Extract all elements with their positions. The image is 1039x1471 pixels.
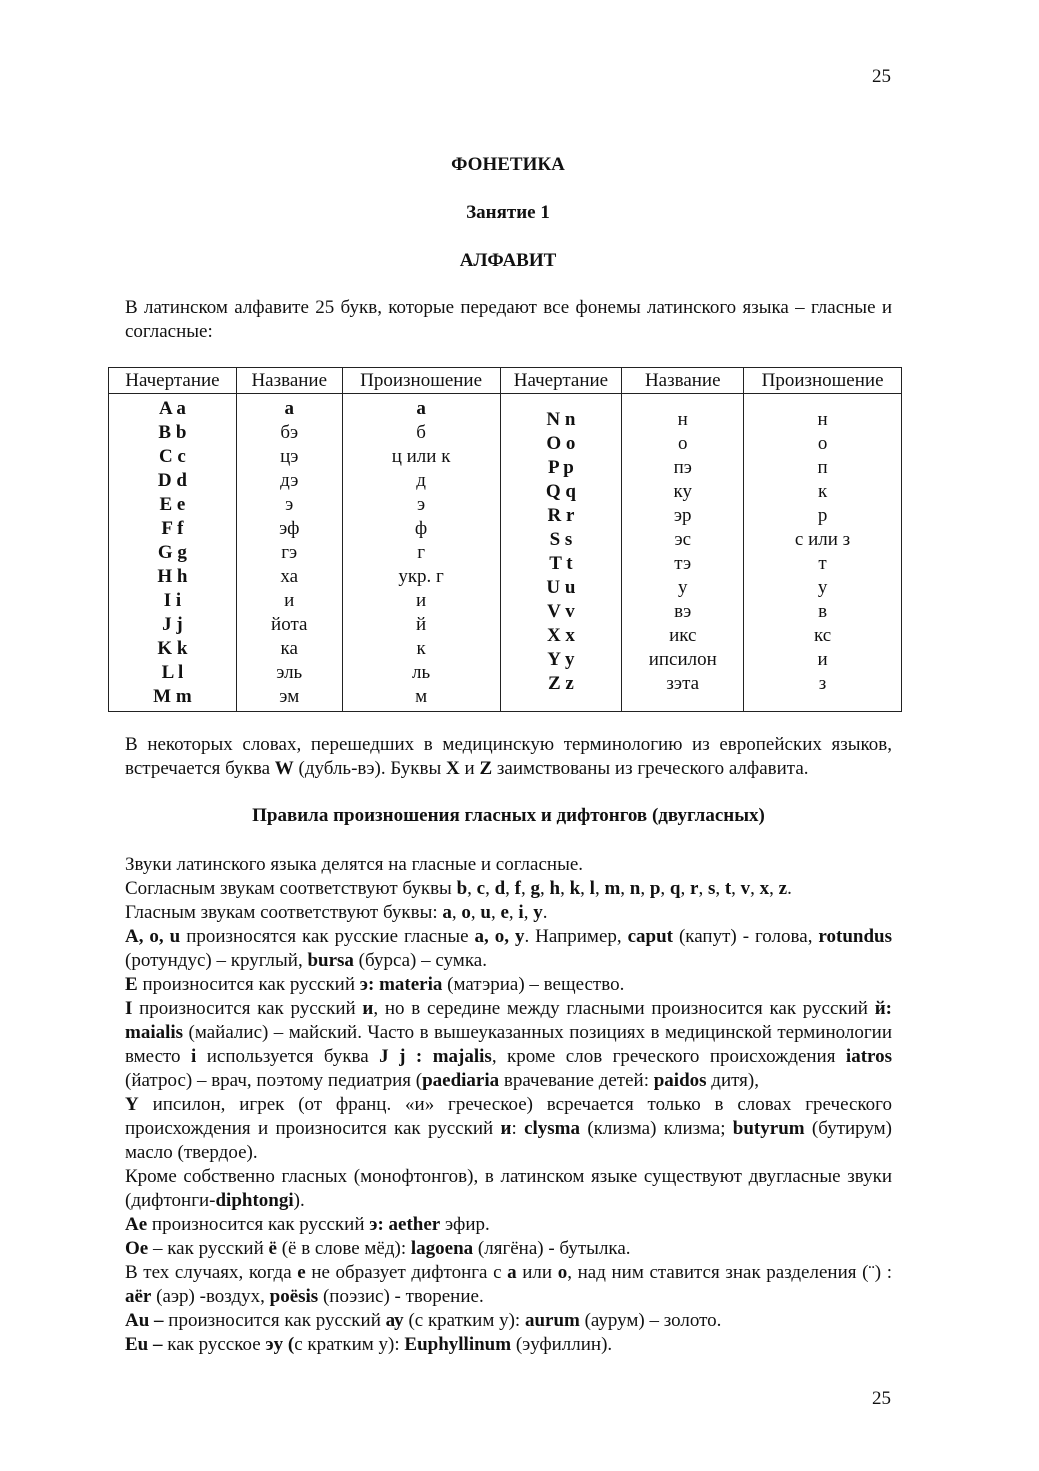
letter-name-cell: эр xyxy=(673,505,692,526)
bold-term: d xyxy=(494,878,506,899)
bold-term: p xyxy=(649,878,661,899)
text-run: , xyxy=(769,878,779,899)
letter-name-cell: э xyxy=(285,494,294,515)
letter-name-cell: и xyxy=(284,590,295,611)
letter-cell: E e xyxy=(159,494,186,515)
letter-cell: L l xyxy=(161,662,184,683)
letter-cell: D d xyxy=(157,470,187,491)
bold-term: Z xyxy=(479,758,493,779)
letter-cell: P p xyxy=(547,457,574,478)
letter-name-cell: а xyxy=(284,398,294,419)
letter-cell: A a xyxy=(158,398,186,419)
text-run: , xyxy=(640,878,650,899)
text-run: (капут) - голова, xyxy=(673,926,819,947)
text-line xyxy=(125,925,892,973)
text-run: . Например, xyxy=(524,926,628,947)
pronunciation-cell: к xyxy=(416,638,426,659)
bold-term: и xyxy=(500,1118,512,1139)
text-run: (дубль-вэ). Буквы xyxy=(293,758,447,779)
pronunciation-cell: д xyxy=(416,470,426,491)
rules-heading: Правила произношения гласных и дифтонгов (двугласных) xyxy=(252,805,765,826)
text-run: , xyxy=(451,902,462,923)
pronunciation-cell: ц или к xyxy=(391,446,451,467)
bold-term: aër xyxy=(125,1286,152,1307)
letter-name-cell: у xyxy=(677,577,688,598)
text-run: , xyxy=(508,902,519,923)
text-run: (с кратким у): xyxy=(403,1310,525,1331)
text-run: , xyxy=(594,878,605,899)
letter-cell: G g xyxy=(157,542,187,563)
bold-term: diphtongi xyxy=(215,1190,294,1211)
bold-term: Y xyxy=(125,1094,139,1115)
letter-cell: U u xyxy=(546,577,576,598)
bold-term: rotundus xyxy=(818,926,893,947)
letter-name-cell: о xyxy=(677,433,688,454)
letter-name-cell: эф xyxy=(279,518,300,539)
text-run: произносятся как русские гласные xyxy=(180,926,475,947)
letter-name-cell: эм xyxy=(279,686,300,707)
pronunciation-cell: с или з xyxy=(794,529,851,550)
letter-cell: K k xyxy=(157,638,188,659)
pronunciation-cell: кс xyxy=(813,625,832,646)
text-run: , xyxy=(560,878,570,899)
text-run: , xyxy=(470,902,481,923)
bold-term: Ae xyxy=(125,1214,148,1235)
letter-cell: O o xyxy=(546,433,576,454)
bold-term: u xyxy=(480,902,491,923)
bold-term: k xyxy=(569,878,581,899)
bold-term: Oe xyxy=(125,1238,149,1259)
pronunciation-cell: э xyxy=(417,494,426,515)
letter-name-cell: н xyxy=(677,409,688,430)
letter-cell: Q q xyxy=(545,481,576,502)
text-line xyxy=(125,877,892,901)
text-line xyxy=(125,973,892,997)
pronunciation-cell: т xyxy=(818,553,827,574)
bold-term: Euphyllinum xyxy=(404,1334,512,1355)
text-run: , xyxy=(620,878,630,899)
bold-term: materia xyxy=(379,974,443,995)
bold-term: l xyxy=(589,878,595,899)
letter-cell: F f xyxy=(161,518,184,539)
bold-term: o xyxy=(557,1262,568,1283)
bold-term: b xyxy=(456,878,468,899)
text-run: , xyxy=(580,878,590,899)
bold-term: э: xyxy=(359,974,375,995)
bold-term: X xyxy=(446,758,460,779)
bold-term: n xyxy=(629,878,641,899)
text-run: эфир. xyxy=(440,1214,490,1235)
letter-name-cell: дэ xyxy=(280,470,299,491)
letter-cell: H h xyxy=(157,566,188,587)
letter-name-cell: йота xyxy=(271,614,308,635)
letter-cell: I i xyxy=(163,590,182,611)
pronunciation-cell: к xyxy=(817,481,828,502)
text-run: произносится как русский xyxy=(132,998,363,1019)
text-run: , xyxy=(485,878,495,899)
bold-term: paidos xyxy=(653,1070,707,1091)
page-title: ФОНЕТИКА xyxy=(451,154,565,175)
text-run: используется буква xyxy=(196,1046,380,1067)
text-run: . xyxy=(542,902,548,923)
pronunciation-cell: укр. г xyxy=(398,566,444,587)
letters-column-right xyxy=(500,394,622,712)
text-run: , xyxy=(521,878,531,899)
letter-cell: B b xyxy=(158,422,187,443)
text-run: с кратким у): xyxy=(294,1334,405,1355)
bold-term: Eu – xyxy=(125,1334,163,1355)
bold-term: clysma xyxy=(524,1118,580,1139)
rules-body xyxy=(125,853,892,1357)
bold-term: r xyxy=(690,878,699,899)
letter-cell: M m xyxy=(153,686,192,707)
text-run: произносится как русский xyxy=(147,1214,370,1235)
bold-term: q xyxy=(669,878,681,899)
table-header-row xyxy=(109,368,902,394)
letter-cell: T t xyxy=(549,553,573,574)
bold-term: ау xyxy=(385,1310,404,1331)
text-run: , xyxy=(731,878,741,899)
letter-name-cell: ипсилон xyxy=(648,649,717,670)
text-line xyxy=(125,1309,892,1333)
text-run: (аэр) -воздух, xyxy=(151,1286,270,1307)
pronunciation-cell: а xyxy=(416,398,426,419)
letter-cell: S s xyxy=(549,529,573,550)
bold-term: E xyxy=(125,974,138,995)
text-run: (бурса) – сумка. xyxy=(353,950,487,971)
column-header: Произношение xyxy=(744,368,902,394)
letter-cell: N n xyxy=(546,409,576,430)
bold-term: a xyxy=(507,1262,517,1283)
text-line xyxy=(125,1333,892,1357)
bold-term: c xyxy=(476,878,486,899)
text-run: ). xyxy=(293,1190,305,1211)
text-run: дитя), xyxy=(706,1070,760,1091)
text-run: (ротундус) – круглый, xyxy=(125,950,308,971)
text-run: , xyxy=(467,878,477,899)
text-run: : xyxy=(511,1118,525,1139)
bold-term: g xyxy=(530,878,540,899)
bold-term: bursa xyxy=(307,950,354,971)
letter-name-cell: зэта xyxy=(666,673,700,694)
text-run: , xyxy=(660,878,670,899)
bold-term: x xyxy=(759,878,770,899)
letter-name-cell: ка xyxy=(280,638,298,659)
pronunciation-cell: г xyxy=(417,542,425,563)
letter-name-cell: ку xyxy=(673,481,692,502)
letter-name-cell: тэ xyxy=(674,553,692,574)
bold-term: m xyxy=(604,878,621,899)
text-run: , xyxy=(523,902,534,923)
letter-name-cell: икс xyxy=(669,625,697,646)
bold-term: f xyxy=(514,878,521,899)
text-run: , но в середине между гласными произносится как русский xyxy=(373,998,875,1019)
bold-term: t xyxy=(724,878,732,899)
text-line xyxy=(125,901,892,925)
text-run: , xyxy=(490,902,501,923)
text-run: (бутирум) масло (твердое). xyxy=(125,1118,893,1163)
bold-term: v xyxy=(740,878,751,899)
text-run: , над ним ставится знак разделения (¨) : xyxy=(567,1262,892,1283)
text-run: (поэзис) - творение. xyxy=(318,1286,484,1307)
text-run: (аурум) – золото. xyxy=(579,1310,722,1331)
text-run: Гласным звукам соответствуют буквы: xyxy=(125,902,443,923)
text-run: , xyxy=(540,878,550,899)
letter-cell: R r xyxy=(547,505,575,526)
bold-term: а, о, у xyxy=(474,926,525,947)
after-table-paragraph xyxy=(125,733,892,781)
text-line xyxy=(125,733,892,781)
text-run: Кроме собственно гласных (монофтонгов), в латинском языке существуют двугласные звуки (дифтонги- xyxy=(125,1166,892,1211)
text-run: В тех случаях, когда xyxy=(125,1262,298,1283)
text-run: , xyxy=(698,878,708,899)
pronunciation-cell: м xyxy=(415,686,428,707)
letter-name-cell: гэ xyxy=(281,542,298,563)
letter-cell: Y y xyxy=(547,649,575,670)
bold-term: e xyxy=(500,902,509,923)
bold-term: J j : majalis xyxy=(379,1046,492,1067)
text-run: , xyxy=(715,878,725,899)
pronunciation-cell: р xyxy=(817,505,828,526)
text-run: (йатрос) – врач, поэтому педиатрия ( xyxy=(125,1070,423,1091)
text-run: ипсилон, игрек (от франц. «и» греческое) всречается только в словах греческого происхождения и произносится как русский xyxy=(125,1094,892,1139)
bold-term: h xyxy=(549,878,561,899)
column-header: Начертание xyxy=(109,368,237,394)
bold-term: I xyxy=(125,998,133,1019)
text-run: и xyxy=(459,758,480,779)
text-run: врачевание детей: xyxy=(499,1070,654,1091)
page-number-top: 25 xyxy=(872,66,891,87)
page-number-bottom: 25 xyxy=(872,1388,891,1409)
pronunciation-cell: з xyxy=(818,673,827,694)
pronunciation-cell: ф xyxy=(414,518,428,539)
letter-name-cell: вэ xyxy=(674,601,692,622)
pronunciation-cell: и xyxy=(817,649,828,670)
text-line xyxy=(125,1237,892,1261)
text-run: , xyxy=(505,878,515,899)
table-row xyxy=(109,394,902,712)
text-run: (майалис) – майский. Часто в вышеуказанных позициях в медицинской терминологии вместо xyxy=(125,1022,892,1067)
section-heading: АЛФАВИТ xyxy=(459,250,557,271)
pronunciation-cell: б xyxy=(416,422,426,443)
text-run: (матэриа) – вещество. xyxy=(442,974,625,995)
bold-term: i xyxy=(191,1046,197,1067)
letter-cell: J j xyxy=(162,614,183,635)
pronunciation-column-left xyxy=(342,394,500,712)
text-run: (эуфиллин). xyxy=(511,1334,613,1355)
bold-term: s xyxy=(707,878,716,899)
letter-name-cell: бэ xyxy=(280,422,299,443)
bold-term: й: maialis xyxy=(125,998,892,1043)
bold-term: ё xyxy=(268,1238,277,1259)
text-run: (лягёна) - бутылка. xyxy=(473,1238,631,1259)
pronunciation-cell: о xyxy=(817,433,828,454)
pronunciation-column-right xyxy=(744,394,902,712)
column-header: Название xyxy=(236,368,342,394)
bold-term: Au – xyxy=(125,1310,164,1331)
letter-cell: C c xyxy=(158,446,186,467)
text-run: – как русский xyxy=(148,1238,269,1259)
text-run: как русское xyxy=(162,1334,266,1355)
text-run: Звуки латинского языка делятся на гласные и согласные. xyxy=(125,854,584,875)
bold-term: aurum xyxy=(524,1310,580,1331)
text-line xyxy=(125,997,892,1093)
letters-column-left xyxy=(109,394,237,712)
bold-term: caput xyxy=(627,926,674,947)
letter-name-cell: ха xyxy=(280,566,299,587)
text-line xyxy=(125,1093,892,1165)
text-run: заимствованы из греческого алфавита. xyxy=(492,758,809,779)
letter-name-cell: эс xyxy=(674,529,692,550)
intro-paragraph: В латинском алфавите 25 букв, которые передают все фонемы латинского языка – гласные и согласные: xyxy=(125,297,892,342)
text-line xyxy=(125,1213,892,1237)
pronunciation-cell: ль xyxy=(412,662,431,683)
text-run: . xyxy=(787,878,792,899)
text-run: произносится как русский xyxy=(163,1310,386,1331)
text-run: произносится как русский xyxy=(137,974,360,995)
bold-term: lagoena xyxy=(410,1238,474,1259)
bold-term: и xyxy=(362,998,374,1019)
bold-term: paediaria xyxy=(422,1070,500,1091)
letter-cell: V v xyxy=(547,601,575,622)
column-header: Начертание xyxy=(500,368,622,394)
lesson-heading: Занятие 1 xyxy=(466,202,550,223)
bold-term: A, o, u xyxy=(125,926,181,947)
bold-term: iatros xyxy=(845,1046,893,1067)
bold-term: э: aether xyxy=(369,1214,441,1235)
letter-cell: X x xyxy=(546,625,575,646)
names-column-right xyxy=(622,394,744,712)
bold-term: W xyxy=(274,758,294,779)
text-line xyxy=(125,853,892,877)
pronunciation-cell: й xyxy=(416,614,427,635)
pronunciation-cell: в xyxy=(818,601,828,622)
bold-term: эу ( xyxy=(265,1334,295,1355)
column-header: Произношение xyxy=(342,368,500,394)
bold-term: z xyxy=(778,878,788,899)
text-run: не образует дифтонга с xyxy=(305,1262,508,1283)
text-line xyxy=(125,1261,892,1309)
bold-term: e xyxy=(297,1262,306,1283)
alphabet-table xyxy=(108,367,902,712)
names-column-left xyxy=(236,394,342,712)
column-header: Название xyxy=(622,368,744,394)
letter-name-cell: пэ xyxy=(673,457,692,478)
pronunciation-cell: и xyxy=(416,590,427,611)
bold-term: butyrum xyxy=(732,1118,805,1139)
text-run: В некоторых словах, перешедших в медицинскую терминологию из европейских языков, встречается буква xyxy=(125,734,892,779)
bold-term: a xyxy=(442,902,452,923)
text-run: или xyxy=(516,1262,558,1283)
text-run: Согласным звукам соответствуют буквы xyxy=(125,878,457,899)
letter-name-cell: эль xyxy=(276,662,303,683)
letter-name-cell: цэ xyxy=(280,446,299,467)
text-run: , кроме слов греческого происхождения xyxy=(491,1046,846,1067)
text-run: , xyxy=(750,878,760,899)
bold-term: y xyxy=(533,902,543,923)
letter-cell: Z z xyxy=(548,673,574,694)
bold-term: poësis xyxy=(269,1286,319,1307)
text-run: (клизма) клизма; xyxy=(580,1118,733,1139)
pronunciation-cell: у xyxy=(817,577,828,598)
pronunciation-cell: н xyxy=(817,409,828,430)
text-run: , xyxy=(680,878,690,899)
pronunciation-cell: п xyxy=(817,457,828,478)
text-line xyxy=(125,1165,892,1213)
bold-term: o xyxy=(461,902,471,923)
bold-term: i xyxy=(518,902,524,923)
text-run: (ё в слове мёд): xyxy=(276,1238,411,1259)
